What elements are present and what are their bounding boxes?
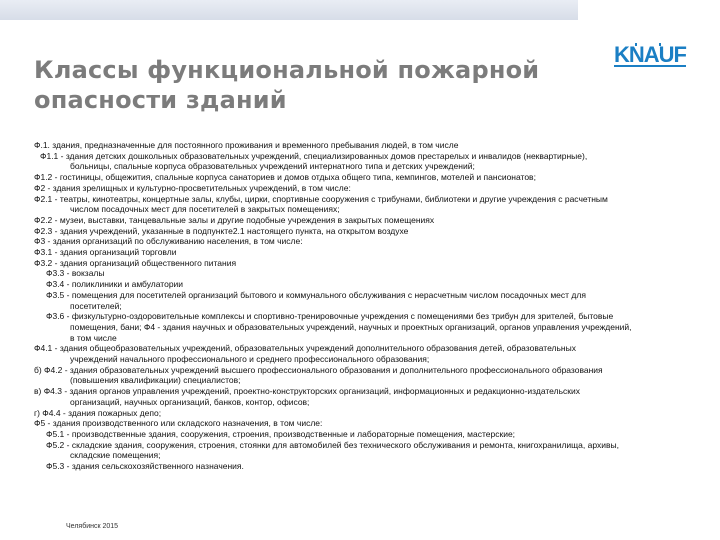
list-item: Ф3 - здания организаций по обслуживанию населения, в том числе: — [34, 236, 303, 247]
list-item-continuation: помещения, бани; Ф4 - здания научных и образовательных учреждений, научных и проектных организаций, органов управления учреждений, — [70, 321, 632, 332]
list-item: Ф3.6 - физкультурно-оздоровительные комплексы и спортивно-тренировочные учреждения с помещениями без трибун для зрителей, бытовые — [46, 311, 614, 322]
knauf-logo — [606, 40, 694, 70]
list-item: Ф3.3 - вокзалы — [46, 268, 105, 279]
list-item: Ф3.5 - помещения для посетителей организаций бытового и коммунального обслуживания с нерасчетным числом посадочных мест для — [46, 289, 586, 300]
header-band — [0, 0, 578, 20]
list-item: Ф2.1 - театры, кинотеатры, концертные залы, клубы, цирки, спортивные сооружения с трибунами, библиотеки и другие учреждения с расчетным — [34, 193, 608, 204]
list-item: Ф4.1 - здания общеобразовательных учреждений, образовательных учреждений дополнительного образования детей, образовательных — [34, 343, 576, 354]
list-item: б) Ф4.2 - здания образовательных учреждений высшего профессионального образования и дополнительного профессионального образования — [34, 364, 603, 375]
list-item-continuation: числом посадочных мест для посетителей в закрытых помещениях; — [70, 204, 340, 215]
footer-text: Челябинск 2015 — [66, 523, 119, 530]
list-item: Ф5.3 - здания сельскохозяйственного назначения. — [46, 461, 244, 472]
list-item-continuation: в том числе — [70, 332, 117, 343]
list-item: Ф3.4 - поликлиники и амбулатории — [46, 279, 184, 290]
list-item-continuation: посетителей; — [70, 300, 122, 311]
list-item: Ф1.1 - здания детских дошкольных образовательных учреждений, специализированных домов престарелых и инвалидов (неквартирные), — [40, 150, 588, 161]
knauf-logo-mark — [606, 40, 694, 70]
content-list — [34, 140, 706, 472]
svg-text:KNAUF: KNAUF — [614, 42, 686, 67]
list-item: Ф.1. здания, предназначенные для постоянного проживания и временного пребывания людей, в том числе — [34, 140, 459, 150]
page-title-line2: опасности зданий — [34, 86, 287, 114]
list-item-continuation: (повышения квалификации) специалистов; — [70, 375, 241, 386]
list-item: Ф5 - здания производственного или складского назначения, в том числе: — [34, 418, 323, 429]
list-item: Ф2.2 - музеи, выставки, танцевальные залы и другие подобные учреждения в закрытых помещениях — [34, 214, 435, 225]
list-item-continuation: учреждений начального профессионального и среднего профессионального образования; — [70, 354, 430, 365]
page-title-line1: Классы функциональной пожарной — [34, 56, 540, 84]
list-item: Ф1.2 - гостиницы, общежития, спальные корпуса санаториев и домов отдыха общего типа, кемпингов, мотелей и пансионатов; — [34, 172, 536, 183]
list-item: Ф3.2 - здания организаций общественного питания — [34, 257, 237, 268]
list-item-continuation: складские помещения; — [70, 450, 161, 461]
list-item-continuation: организаций, научных организаций, банков, контор, офисов; — [70, 396, 310, 407]
list-item: Ф5.1 - производственные здания, сооружения, строения, производственные и лабораторные помещения, мастерские; — [46, 428, 516, 439]
list-item: Ф3.1 - здания организаций торговли — [34, 247, 177, 258]
list-item: в) Ф4.3 - здания органов управления учреждений, проектно-конструкторских организаций, информационных и редакционно-издательских — [34, 386, 580, 397]
list-item-continuation: больницы, спальные корпуса образовательных учреждений интернатного типа и детских учреждений; — [70, 161, 475, 172]
list-item: Ф5.2 - складские здания, сооружения, строения, стоянки для автомобилей без технического обслуживания и ремонта, книгохранилища, архивы, — [46, 439, 619, 450]
list-item: г) Ф4.4 - здания пожарных депо; — [34, 407, 162, 418]
list-item: Ф2 - здания зрелищных и культурно-просветительных учреждений, в том числе: — [34, 182, 351, 193]
page-title — [34, 55, 614, 115]
list-item: Ф2.3 - здания учреждений, указанные в подпункте2.1 настоящего пункта, на открытом воздухе — [34, 225, 409, 236]
